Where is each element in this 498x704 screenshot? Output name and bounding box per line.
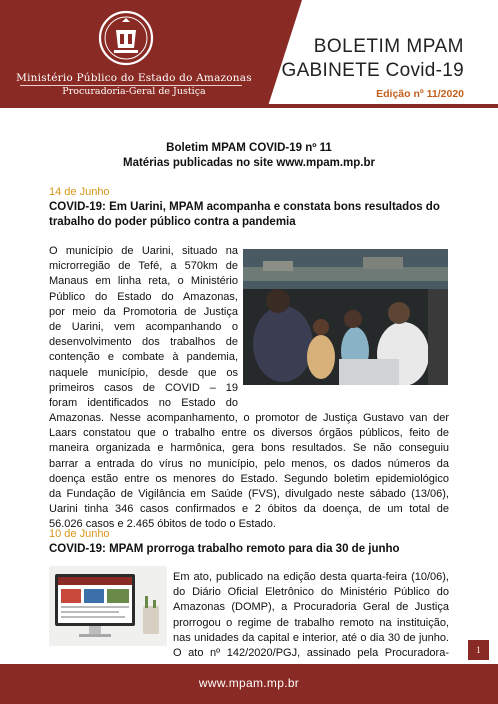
text-line: nas unidades da capital e interior, até o dia 30 de junho. [173,631,449,644]
text-line: maneira organizada e harmônica, gera bons resultados. Se não conseguiu [49,442,449,455]
text-line: do Diário Oficial Eletrônico do Ministério Público do [173,586,449,599]
text-line: desenvolvimento dos trabalhos de [49,336,238,349]
bulletin-subtitle: GABINETE Covid-19 [281,60,464,81]
edition-number: Edição nº 11/2020 [376,88,464,100]
text-line: doença estão entre os menores do Estado. Segundo boletim epidemiológico [49,472,449,485]
text-line: Em ato, publicado na edição desta quarta-feira (10/06), [173,571,449,583]
article-date: 14 de Junho [49,186,110,198]
mpam-seal-icon [98,10,154,66]
text-line: O ato nº 142/2020/PGJ, assinado pela Procuradora- [173,647,449,660]
text-line: contenção e combate à pandemia, [49,351,238,364]
article-headline[interactable]: COVID-19: MPAM prorroga trabalho remoto para dia 30 de junho [49,543,400,555]
text-line: naquele município, desde que os [49,366,238,379]
page-header [0,0,498,112]
article-photo-uarini [243,249,448,385]
text-line: Manaus em linha reta, o Ministério [49,275,238,288]
photo-monitor-scene [49,566,167,646]
org-name: Ministério Público do Estado do Amazonas [16,72,252,84]
text-line: Uarini tinha 346 casos confirmados e 2 óbitos da doença, de um total de [49,503,449,516]
text-line: por meio da Promotoria de Justiça [49,305,238,318]
text-line: Laars constatou que o trabalho entre os diversos órgãos públicos, feito de [49,427,449,440]
header-rule [0,104,498,108]
article-body-narrow [49,244,238,411]
text-line: Amazonas (DOMP), a Procuradoria Geral de Justiça [173,601,449,614]
text-line: microrregião de Tefé, a 570km de [49,260,238,273]
article-headline[interactable]: COVID-19: Em Uarini, MPAM acompanha e constata bons resultados do trabalho do poder público contra a pandemia [49,201,440,228]
bulletin-title: BOLETIM MPAM [313,36,464,57]
text-line: O município de Uarini, situado na [49,245,238,257]
footer-website-link[interactable]: www.mpam.mp.br [198,676,300,690]
text-line: primeiros casos de COVID – 19 [49,381,238,394]
photo-scene [243,249,448,385]
text-line: Amazonas. Nesse acompanhamento, o promotor de Justiça Gustavo van der [49,412,449,424]
article-photo-domp [49,566,167,646]
text-line: prorrogou o regime de trabalho remoto na instituição, [173,616,449,629]
intro-subtitle: Matérias publicadas no site www.mpam.mp.br [123,157,375,169]
text-line: Público do Estado do Amazonas, [49,290,238,303]
article-body-wide [49,411,449,533]
text-line: 56.026 casos e 2.465 óbitos de todo o Estado. [49,518,276,531]
article2-body [173,570,449,661]
page-number: 1 [468,640,489,660]
article-date: 10 de Junho [49,528,110,540]
text-line: da Fundação de Vigilância em Saúde (FVS), divulgado neste sábado (13/06), [49,488,449,501]
text-line: barrar a entrada do vírus no município, pelo menos, os dados números da [49,457,449,470]
intro-title: Boletim MPAM COVID-19 nº 11 [166,142,332,154]
org-subname: Procuradoria-Geral de Justiça [62,86,206,97]
text-line: foram identificados no Estado do [49,397,238,410]
text-line: de Uarini, vem acompanhando o [49,321,238,334]
